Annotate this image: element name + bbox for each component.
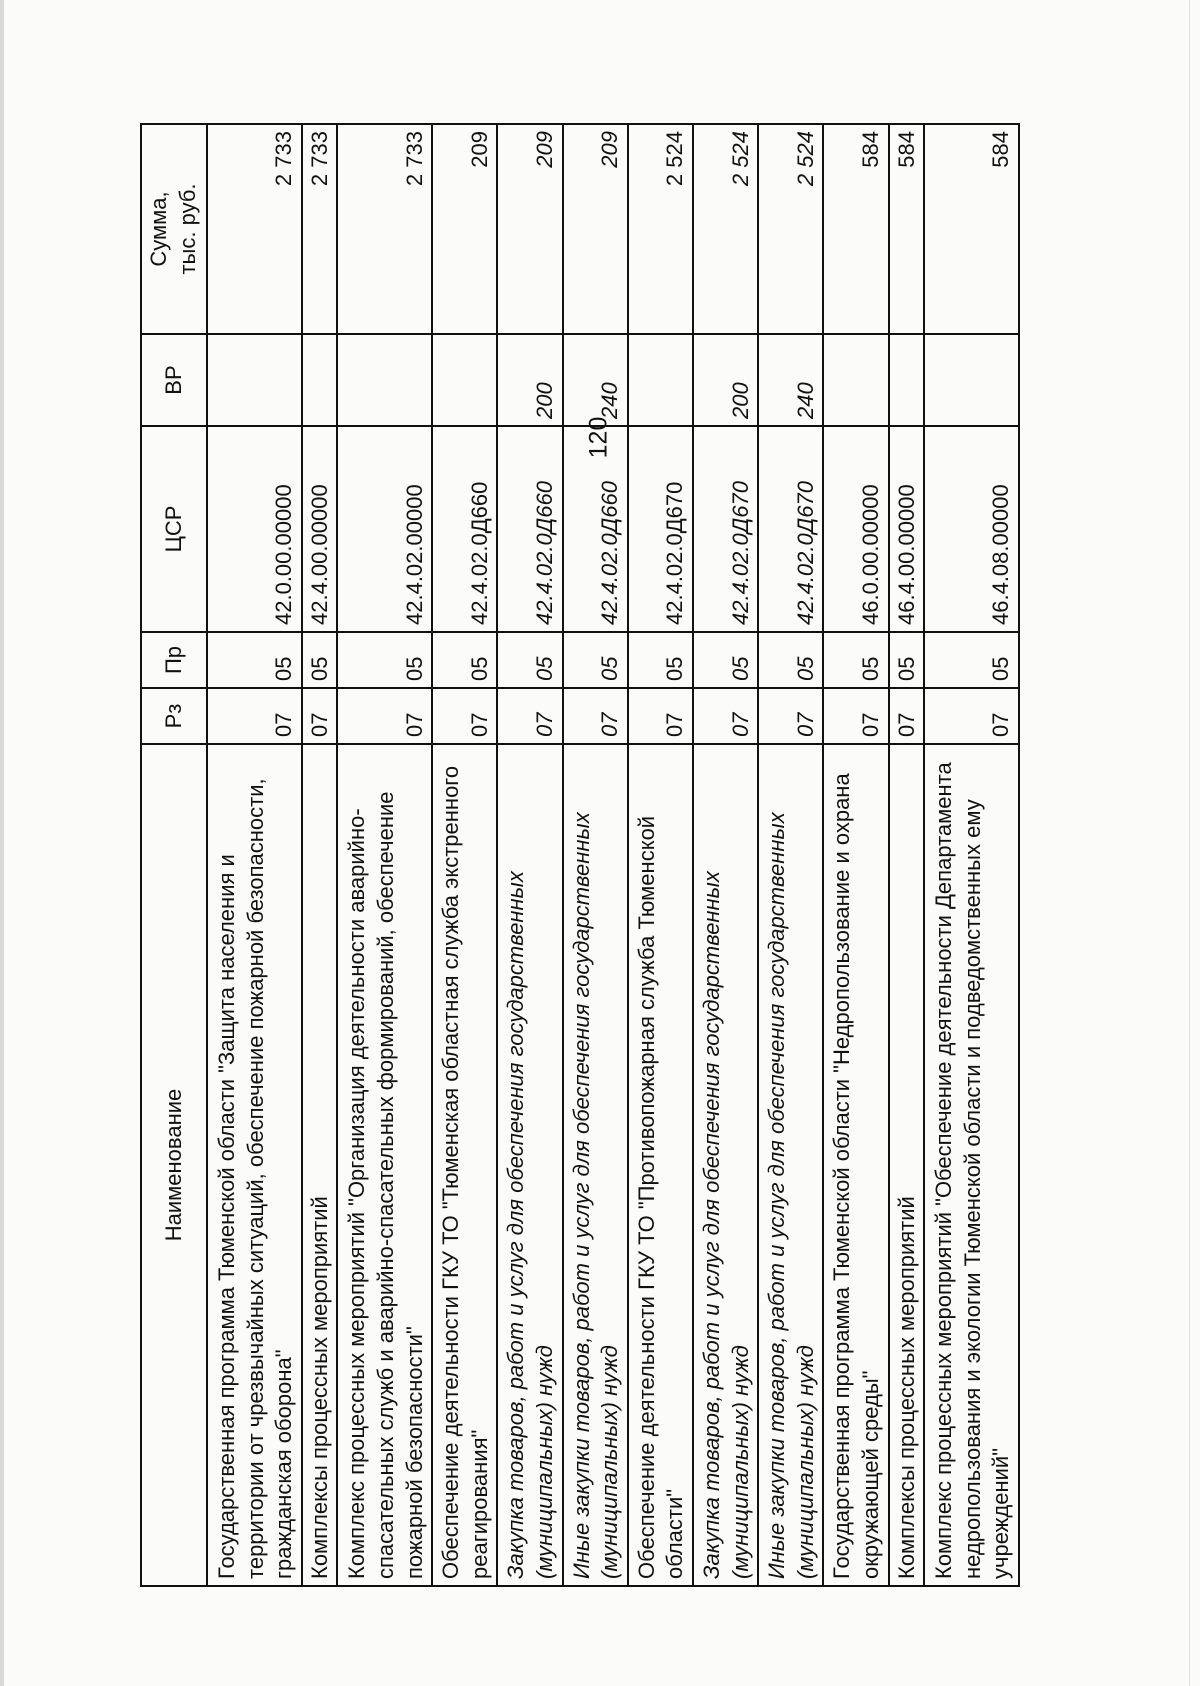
cell-pr: 05 bbox=[693, 632, 758, 688]
cell-vr bbox=[432, 334, 497, 426]
cell-sum: 209 bbox=[432, 124, 497, 334]
cell-vr bbox=[628, 334, 693, 426]
cell-rz: 07 bbox=[497, 688, 562, 744]
cell-sum: 2 733 bbox=[337, 124, 432, 334]
cell-name: Иные закупки товаров, работ и услуг для обеспечения государственных (муниципальных) нужд bbox=[758, 744, 823, 1586]
header-csr: ЦСР bbox=[141, 426, 207, 632]
cell-vr bbox=[337, 334, 432, 426]
cell-rz: 07 bbox=[924, 688, 1019, 744]
cell-csr: 42.4.02.0Д660 bbox=[432, 426, 497, 632]
cell-csr: 46.4.00.00000 bbox=[889, 426, 925, 632]
cell-pr: 05 bbox=[924, 632, 1019, 688]
table-row bbox=[207, 124, 302, 1586]
cell-csr: 42.4.02.0Д670 bbox=[628, 426, 693, 632]
cell-csr: 46.4.08.00000 bbox=[924, 426, 1019, 632]
cell-csr: 42.4.02.0Д660 bbox=[563, 426, 628, 632]
cell-sum: 2 733 bbox=[302, 124, 338, 334]
cell-name: Обеспечение деятельности ГКУ ТО "Тюменская областная служба экстренного реагирования" bbox=[432, 744, 497, 1586]
cell-pr: 05 bbox=[432, 632, 497, 688]
table-body bbox=[207, 124, 1019, 1586]
table-row bbox=[889, 124, 925, 1586]
cell-name: Комплекс процессных мероприятий "Организация деятельности аварийно-спасательных служб и аварийно-спасательных формирований, обеспечение пожарной безопасности" bbox=[337, 744, 432, 1586]
cell-name: Обеспечение деятельности ГКУ ТО "Противопожарная служба Тюменской области" bbox=[628, 744, 693, 1586]
cell-pr: 05 bbox=[889, 632, 925, 688]
cell-rz: 07 bbox=[823, 688, 888, 744]
cell-vr bbox=[924, 334, 1019, 426]
cell-csr: 42.4.02.0Д670 bbox=[758, 426, 823, 632]
table-row bbox=[302, 124, 338, 1586]
cell-pr: 05 bbox=[823, 632, 888, 688]
cell-csr: 46.0.00.00000 bbox=[823, 426, 888, 632]
cell-vr bbox=[302, 334, 338, 426]
cell-vr bbox=[823, 334, 888, 426]
cell-rz: 07 bbox=[628, 688, 693, 744]
cell-rz: 07 bbox=[889, 688, 925, 744]
cell-name: Закупка товаров, работ и услуг для обеспечения государственных (муниципальных) нужд bbox=[693, 744, 758, 1586]
cell-name: Государственная программа Тюменской области "Недропользование и охрана окружающей среды" bbox=[823, 744, 888, 1586]
header-sum-line1: Сумма, bbox=[146, 191, 172, 267]
cell-name: Комплексы процессных мероприятий bbox=[889, 744, 925, 1586]
table-row bbox=[693, 124, 758, 1586]
cell-csr: 42.4.02.0Д660 bbox=[497, 426, 562, 632]
cell-pr: 05 bbox=[628, 632, 693, 688]
cell-sum: 209 bbox=[563, 124, 628, 334]
budget-table bbox=[140, 123, 1020, 1587]
cell-pr: 05 bbox=[302, 632, 338, 688]
cell-name: Иные закупки товаров, работ и услуг для обеспечения государственных (муниципальных) нужд bbox=[563, 744, 628, 1586]
cell-rz: 07 bbox=[563, 688, 628, 744]
cell-csr: 42.4.02.0Д670 bbox=[693, 426, 758, 632]
page-number: 120 bbox=[584, 416, 613, 459]
cell-rz: 07 bbox=[758, 688, 823, 744]
cell-name: Государственная программа Тюменской области "Защита населения и территории от чрезвычайных ситуаций, обеспечение пожарной безопасности, гражданская оборона" bbox=[207, 744, 302, 1586]
cell-rz: 07 bbox=[693, 688, 758, 744]
cell-sum: 2 524 bbox=[628, 124, 693, 334]
cell-sum: 584 bbox=[889, 124, 925, 334]
cell-vr: 240 bbox=[563, 334, 628, 426]
table-row bbox=[758, 124, 823, 1586]
scan-edge bbox=[1189, 0, 1190, 1686]
header-name: Наименование bbox=[141, 744, 207, 1586]
cell-vr bbox=[889, 334, 925, 426]
cell-sum: 584 bbox=[823, 124, 888, 334]
cell-name: Комплексы процессных мероприятий bbox=[302, 744, 338, 1586]
cell-pr: 05 bbox=[563, 632, 628, 688]
cell-vr: 200 bbox=[497, 334, 562, 426]
cell-vr: 200 bbox=[693, 334, 758, 426]
cell-vr bbox=[207, 334, 302, 426]
table-row bbox=[337, 124, 432, 1586]
budget-table-rotated bbox=[140, 125, 1020, 1587]
cell-rz: 07 bbox=[302, 688, 338, 744]
cell-sum: 2 733 bbox=[207, 124, 302, 334]
scan-edge bbox=[0, 0, 4, 1686]
cell-sum: 209 bbox=[497, 124, 562, 334]
table-row bbox=[432, 124, 497, 1586]
table-row bbox=[497, 124, 562, 1586]
table-row bbox=[628, 124, 693, 1586]
cell-csr: 42.4.00.00000 bbox=[302, 426, 338, 632]
cell-name: Комплекс процессных мероприятий "Обеспечение деятельности Департамента недропользования и экологии Тюменской области и подведомственных ему учреждений" bbox=[924, 744, 1019, 1586]
cell-pr: 05 bbox=[758, 632, 823, 688]
cell-pr: 05 bbox=[207, 632, 302, 688]
header-sum bbox=[141, 124, 207, 334]
table-header-row bbox=[141, 124, 207, 1586]
cell-csr: 42.0.00.00000 bbox=[207, 426, 302, 632]
header-pr: Пр bbox=[141, 632, 207, 688]
table-row bbox=[924, 124, 1019, 1586]
table-row bbox=[563, 124, 628, 1586]
cell-rz: 07 bbox=[337, 688, 432, 744]
table-row bbox=[823, 124, 888, 1586]
cell-pr: 05 bbox=[337, 632, 432, 688]
cell-sum: 2 524 bbox=[758, 124, 823, 334]
cell-rz: 07 bbox=[207, 688, 302, 744]
cell-vr: 240 bbox=[758, 334, 823, 426]
header-vr: ВР bbox=[141, 334, 207, 426]
cell-sum: 2 524 bbox=[693, 124, 758, 334]
header-sum-line2: тыс. руб. bbox=[175, 183, 200, 275]
cell-name: Закупка товаров, работ и услуг для обеспечения государственных (муниципальных) нужд bbox=[497, 744, 562, 1586]
cell-csr: 42.4.02.00000 bbox=[337, 426, 432, 632]
cell-rz: 07 bbox=[432, 688, 497, 744]
header-rz: Рз bbox=[141, 688, 207, 744]
cell-sum: 584 bbox=[924, 124, 1019, 334]
cell-pr: 05 bbox=[497, 632, 562, 688]
